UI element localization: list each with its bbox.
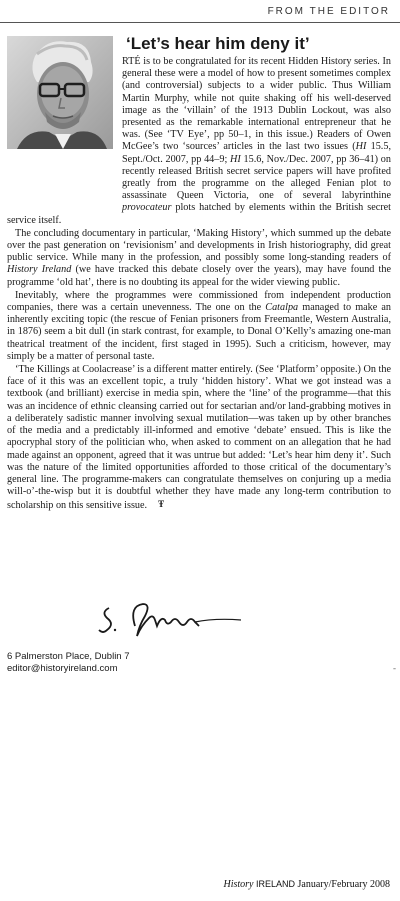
paragraph-4: ‘The Killings at Coolacrease’ is a different matter entirely. (See ‘Platform’ opposite.) On the face of it this was an excellent topic, a truly ‘hidden history’. What we got instead was a textbook (and brilliant) exercise in media spin, where the ‘line’ of the programme—that this was an incidence of ethnic cleansing carried out for sectarian and/or land-grabbing motives in a deliberately sadistic manner involving sexual mutilation—was taken up by other branches of the media and a predictably ill-informed and emotive ‘debate’ ensued. This is like the apocryphal story of the politician who, when asked to comment on an allegation that he had made against an opponent, agreed that it was untrue but added: ‘Let’s hear him deny it’. Such was the nature of the limited opportunities afforded to those critical of the documentary’s general line. The programme-makers can congratulate themselves on conjuring up a media will-o’-the-wisp but it is doubtful whether they have made any long-term contribution to scholarship on this sensitive issue. Ŧ bbox=[7, 364, 391, 512]
footer-issue: January/February 2008 bbox=[297, 879, 390, 890]
editor-address: 6 Palmerston Place, Dublin 7 bbox=[7, 651, 130, 662]
editor-email: editor@historyireland.com bbox=[7, 663, 118, 674]
paragraph-2: The concluding documentary in particular, ‘Making History’, which summed up the debate over the past generation on ‘revisionism’ and developments in Irish historiography, did great public service. While many in the profession, and possibly some long-standing readers of History Ireland (we have tracked this debate closely over the years), may have found the programme ‘old hat’, there is no doubting its appeal for the wider viewing public. bbox=[7, 227, 391, 288]
article-headline: ‘Let’s hear him deny it’ bbox=[126, 34, 310, 53]
end-mark-icon: Ŧ bbox=[158, 499, 165, 510]
editor-contact bbox=[7, 651, 130, 675]
header-divider bbox=[0, 22, 400, 23]
editor-signature bbox=[95, 596, 245, 646]
divider-mark: - bbox=[393, 663, 396, 673]
article-body bbox=[7, 56, 391, 514]
footer-magazine-ireland: IRELAND bbox=[256, 879, 296, 889]
paragraph-3: Inevitably, where the programmes were commissioned from independent production companies, there was a certain unevenness. The one on the Catalpa managed to make an inherently exciting topic (the rescue of Fenian prisoners from Freemantle, Western Australia, in 1876) seem a bit dull (in stark contrast, for example, to Donal O’Kelly’s amazing one-man theatrical treatment of the incident, first staged in 1995). Such a criticism, however, may simply be a matter of personal taste. bbox=[7, 289, 392, 362]
page-footer bbox=[224, 879, 391, 890]
footer-magazine-history: History bbox=[223, 879, 254, 890]
section-label: FROM THE EDITOR bbox=[267, 6, 390, 17]
paragraph-1: RTÉ is to be congratulated for its recent Hidden History series. In general these were a model of how to present sometimes complex (and controversial) subjects to a wider public. Thus William Martin Murphy, while not quite shaking off his well-deserved image as the ‘villain’ of the 1913 Dublin Lockout, was also presented as the remarkable international entrepreneur that he was. (See ‘TV Eye’, pp 50–1, in this issue.) Readers of Owen McGee’s two ‘sources’ articles in the last two issues (HI 15.5, Sept./Oct. 2007, pp 44–9; HI 15.6, Nov./Dec. 2007, pp 36–41) on recently released British secret service papers will have profited greatly from the programme on the alleged Fenian plot to assassinate Queen Victoria, one of several labyrinthine provocateur plots hatched by elements within the British secret service itself. bbox=[7, 56, 391, 226]
